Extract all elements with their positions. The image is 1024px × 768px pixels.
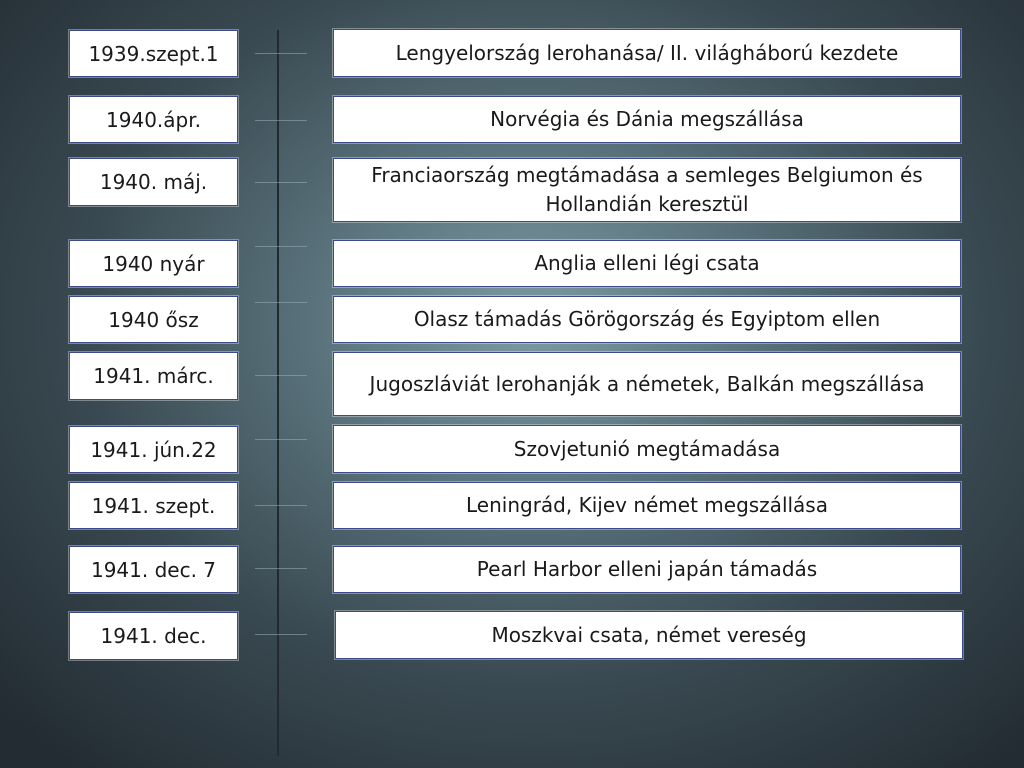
event-box: Pearl Harbor elleni japán támadás [333,546,961,593]
event-box: Moszkvai csata, német vereség [335,611,963,659]
timeline-axis [277,30,279,756]
event-box: Norvégia és Dánia megszállása [333,96,961,143]
connector [255,302,307,303]
connector [255,53,307,54]
date-box: 1941. jún.22 [69,426,238,473]
event-box: Lengyelország lerohanása/ II. világháború kezdete [333,29,961,77]
date-box: 1940 nyár [69,240,238,287]
event-box: Franciaország megtámadása a semleges Belgiumon és Hollandián keresztül [333,158,961,222]
date-box: 1939.szept.1 [69,30,238,77]
connector [255,568,307,569]
connector [255,182,307,183]
event-box: Szovjetunió megtámadása [333,425,961,473]
connector [255,439,307,440]
connector [255,634,307,635]
connector [255,505,307,506]
event-box: Olasz támadás Görögország és Egyiptom ellen [333,296,961,343]
date-box: 1941. dec. [69,612,238,660]
event-box: Jugoszláviát lerohanják a németek, Balkán megszállása [333,352,961,416]
date-box: 1941. márc. [69,352,238,400]
date-box: 1940.ápr. [69,96,238,143]
date-box: 1940. máj. [69,158,238,206]
connector [255,246,307,247]
connector [255,375,307,376]
date-box: 1940 ősz [69,296,238,343]
connector [255,120,307,121]
event-box: Leningrád, Kijev német megszállása [333,482,961,529]
date-box: 1941. szept. [69,482,238,529]
event-box: Anglia elleni légi csata [333,240,961,287]
date-box: 1941. dec. 7 [69,546,238,593]
